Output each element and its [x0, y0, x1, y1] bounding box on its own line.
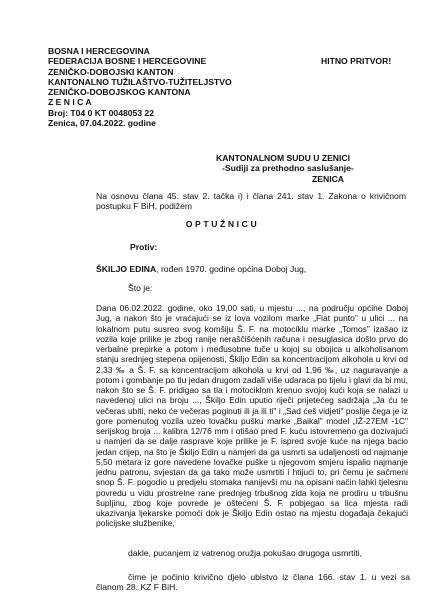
against-label: Protiv: — [130, 242, 158, 252]
letterhead-line: KANTONALNO TUŽILAŠTVO-TUŽITELJSTVO — [48, 76, 232, 87]
letterhead-line: FEDERACIJA BOSNE I HERCEGOVINE — [48, 56, 207, 67]
letterhead-line: BOSNA I HERCEGOVINA — [48, 46, 150, 56]
letterhead-line: ZENIČKO-DOBOJSKI KANTON — [48, 66, 174, 77]
conclusion-line: dakle, pucanjem iz vatrenog oružja pokušao drugoga usmrtiti, — [128, 548, 363, 558]
addressee-court: KANTONALNOM SUDU U ZENICI — [216, 153, 350, 163]
addressee-judge: -Sudiji za prethodno saslušanje- — [222, 163, 354, 174]
urgent-detention-mark: HITNO PRITVOR! — [321, 56, 392, 66]
facts-paragraph: Dana 06.02.2022. godine, oko 19,00 sati, u mjestu ..., na području općine Doboj Jug, a nakon što je vraćajući se iz lova vozilom marke „Fiat punto" u ulici ... na lokalnom putu susreo svog komšiju Š. F. na motociklu marke „Tomos" izašao iz vozila koje prilike je zbog ranije neraščišćenih računa i nesuglasica došlo prvo do verbalne prepirke a potom i međusobne tuče u kojoj su obojica u alkoholisanom stanju srednjeg stepena opijenosti, Škiljo Edin sa koncentracijom alkohola u krvi od 2,33 ‰ a Š. F. sa koncentracijom alkohola u krvi od 1,96 ‰, uz naguravanje a potom i gombanje po tlu jedan drugom zadali više udaraca po tijelu i glavi da bi mu, nakon što se Š. F. pridigao sa tla i motociklom krenuo svojoj kući koja se nalazi u navedenoj ulici na broju ..., Škiljo Edin uputio riječi prijetećeg sadržaja „Ja ću te večeras ubiti, neko će večeras poginuti ili ja ili ti" i „Sad ćeš vidjeti" poslije čega je iz gore pomenutog vozila uzeo lovačku pušku marke „Baikal" model „IŽ-27EM -1C" serijskog broja ... kalibra 12/76 mm i otišao pred F. kuću istovremeno ga dozivajući u namjeri da se dalje rasprave koje prilike je F. ispred svoje kuće na njega bacio jedan crijep, na što je Škiljo Edin u namjeri da ga usmrti sa udaljenosti od najmanje 5,50 metara iz gore navedene lovačke puške u njegovom smjeru ispalio najmanje jednu patronu, svjestan da ga tako može usmrtiti i htijući to, pri čemu je sačmeni snop Š. F. pogodio u predjelu stomaka nanijevši mu na opisani način lahki tjelesnu povredu u vidu prostrelne rane prednjeg trbušnog zida koja ne prodiru u trbušnu šupljinu, zbog koje povrede je oštećeni Š. F. pobjegao sa lica mjesta radi ukazivanja ljekarske pomoći dok je Škiljo Edin ostao na mjestu događaja čekajući policijske službenike, — [96, 303, 408, 529]
case-number: Broj: T04 0 KT 0048053 22 — [48, 107, 155, 118]
addressee-city: ZENICA — [312, 173, 344, 184]
legal-qualification: čime je počinio krivično djelo ubistvo iz člana 166. stav 1. u vezi sa članom 28. KZ F BiH. — [96, 572, 410, 593]
because-label: Što je: — [128, 283, 153, 293]
letterhead-line: ZENIČKO-DOBOJSKOG KANTONA — [48, 87, 191, 98]
document-title: OPTUŽNICU — [185, 219, 260, 229]
addressee-block — [216, 153, 354, 184]
document-date: Zenica, 07.04.2022. godine — [48, 118, 156, 129]
accused-name: ŠKILJO EDINA — [96, 264, 157, 274]
letterhead-line: Z E N I C A — [48, 97, 92, 108]
letterhead — [48, 46, 232, 128]
accused-details: , rođen 1970. godine općina Doboj Jug, — [156, 264, 307, 274]
intro-paragraph: Na osnovu člana 45. stav 2. tačka i) i člana 241. stav 1. Zakona o krivičnom postupku F BiH, podižem — [96, 191, 406, 212]
accused-line — [96, 264, 306, 274]
